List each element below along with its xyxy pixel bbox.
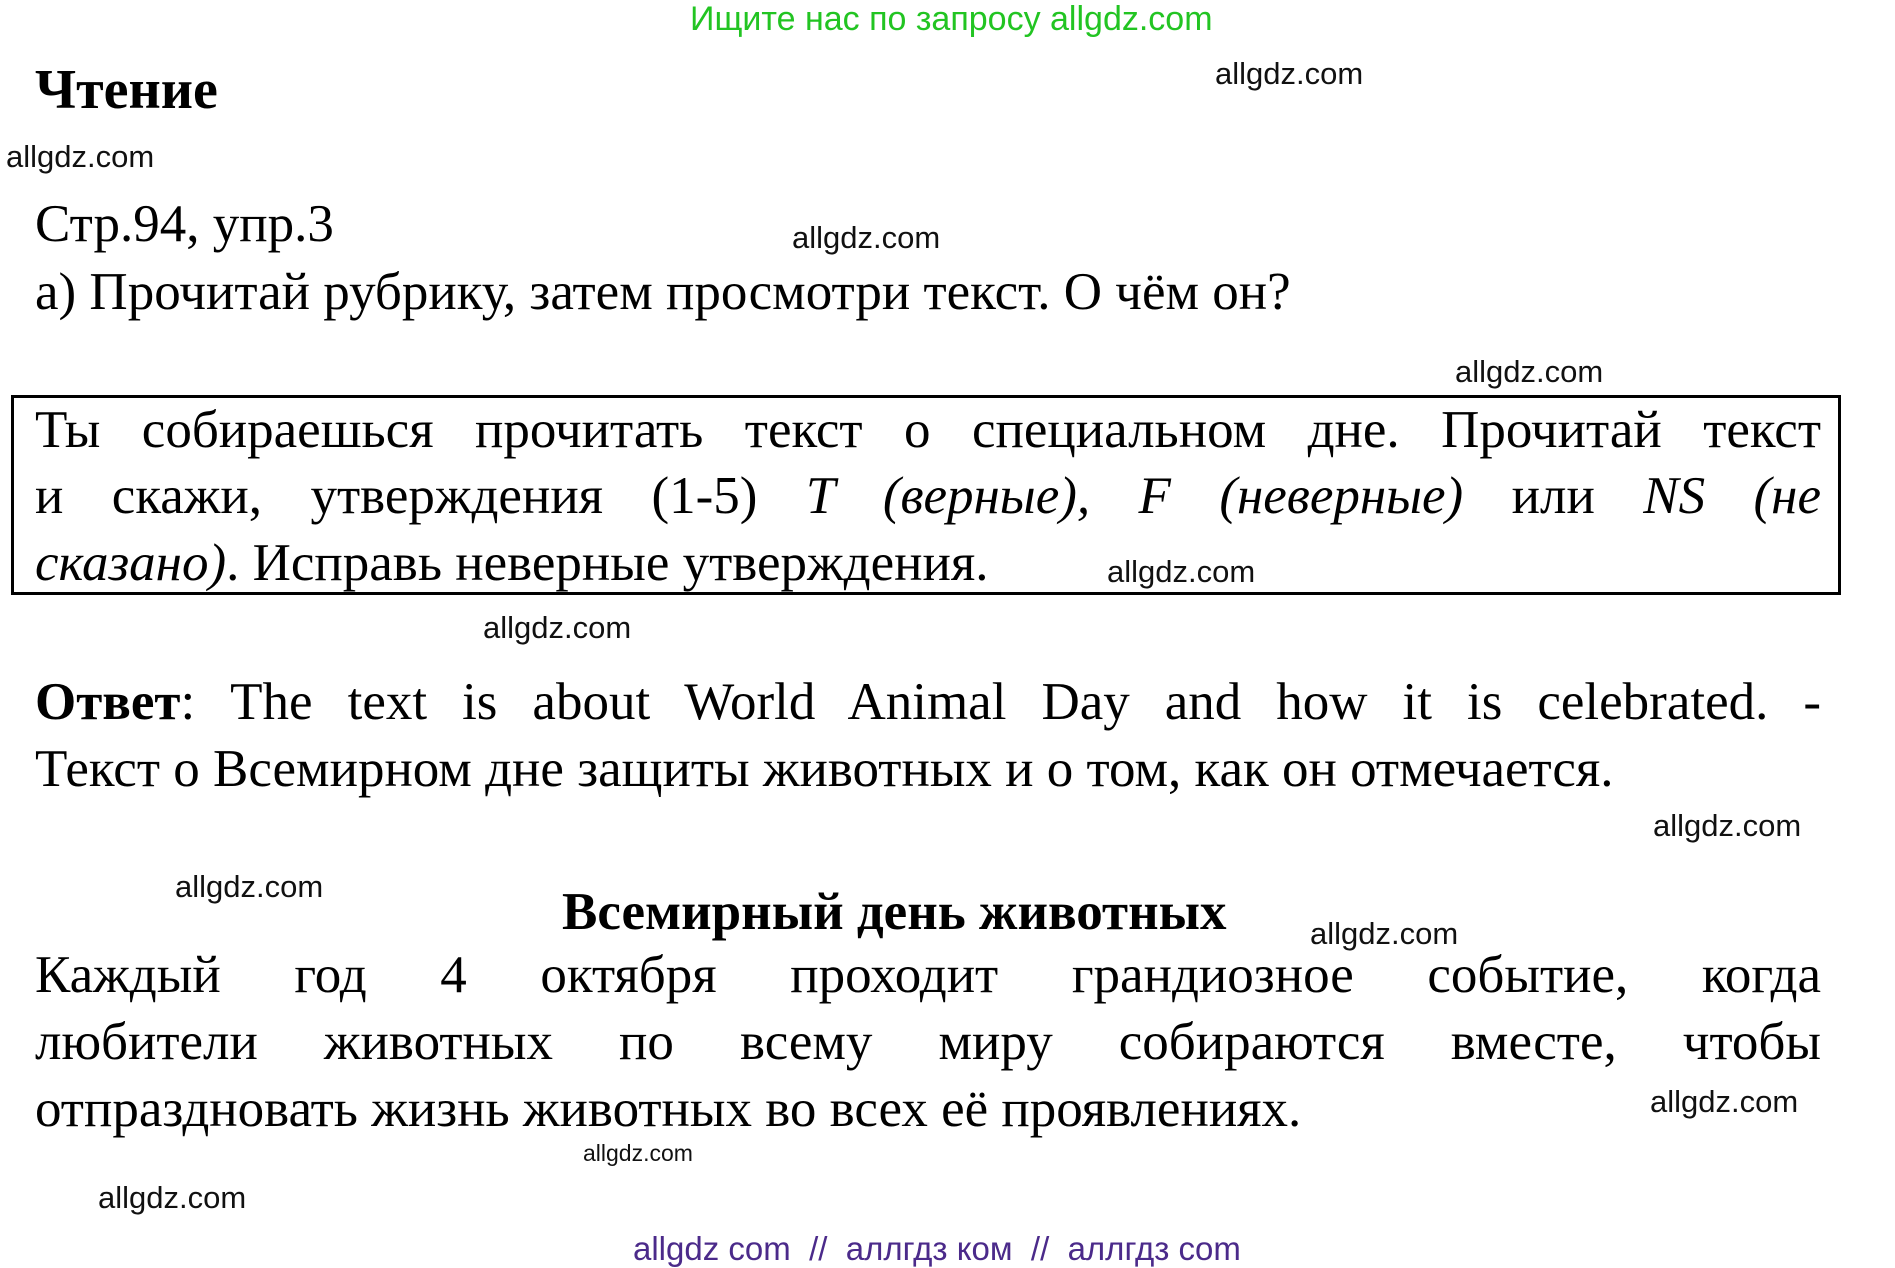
watermark: allgdz.com bbox=[792, 220, 941, 255]
article-line-3: отпраздновать жизнь животных во всех её проявлениях. bbox=[35, 1080, 1302, 1138]
watermark: allgdz.com bbox=[1653, 808, 1802, 843]
article-line-2: любители животных по всему миру собираются вместе, чтобы bbox=[35, 1013, 1821, 1071]
watermark: allgdz.com bbox=[483, 610, 632, 645]
box-line-2-a: и скажи, утверждения (1-5) bbox=[35, 467, 806, 525]
watermark: allgdz.com bbox=[98, 1180, 247, 1215]
box-line-2 bbox=[35, 466, 1821, 526]
task-line: a) Прочитай рубрику, затем просмотри текст. О чём он? bbox=[35, 263, 1291, 321]
box-line-2-tf: T (верные), F (неверные) bbox=[805, 467, 1464, 525]
box-line-3-rest: . Исправь неверные утверждения. bbox=[226, 534, 989, 592]
box-line-3 bbox=[35, 533, 989, 593]
article-line-1: Каждый год 4 октября проходит грандиозное событие, когда bbox=[35, 946, 1821, 1004]
box-line-1: Ты собираешься прочитать текст о специальном дне. Прочитай текст bbox=[35, 401, 1821, 459]
answer-label: Ответ bbox=[35, 673, 181, 731]
box-line-3-ital: сказано) bbox=[35, 534, 227, 592]
watermark: allgdz.com bbox=[1310, 916, 1459, 951]
watermark: allgdz.com bbox=[1650, 1084, 1799, 1119]
watermark: allgdz.com bbox=[6, 139, 155, 174]
watermark: allgdz.com bbox=[583, 1140, 693, 1166]
top-banner: Ищите нас по запросу allgdz.com bbox=[690, 0, 1213, 38]
footer-links: allgdz com // аллгдз ком // аллгдз com bbox=[633, 1230, 1241, 1267]
box-line-2-ns: NS (не bbox=[1643, 467, 1821, 525]
answer-text-1: : The text is about World Animal Day and how it is celebrated. - bbox=[180, 673, 1821, 731]
answer-line-2: Текст о Всемирном дне защиты животных и о том, как он отмечается. bbox=[35, 740, 1614, 798]
watermark: allgdz.com bbox=[1455, 354, 1604, 389]
watermark: allgdz.com bbox=[175, 869, 324, 904]
exercise-ref: Стр.94, упр.3 bbox=[35, 195, 334, 253]
watermark: allgdz.com bbox=[1215, 56, 1364, 91]
watermark: allgdz.com bbox=[1107, 554, 1256, 589]
box-line-2-b: или bbox=[1463, 467, 1644, 525]
section-title: Чтение bbox=[35, 59, 218, 121]
answer-line-1 bbox=[35, 672, 1821, 732]
article-title: Всемирный день животных bbox=[562, 883, 1227, 941]
